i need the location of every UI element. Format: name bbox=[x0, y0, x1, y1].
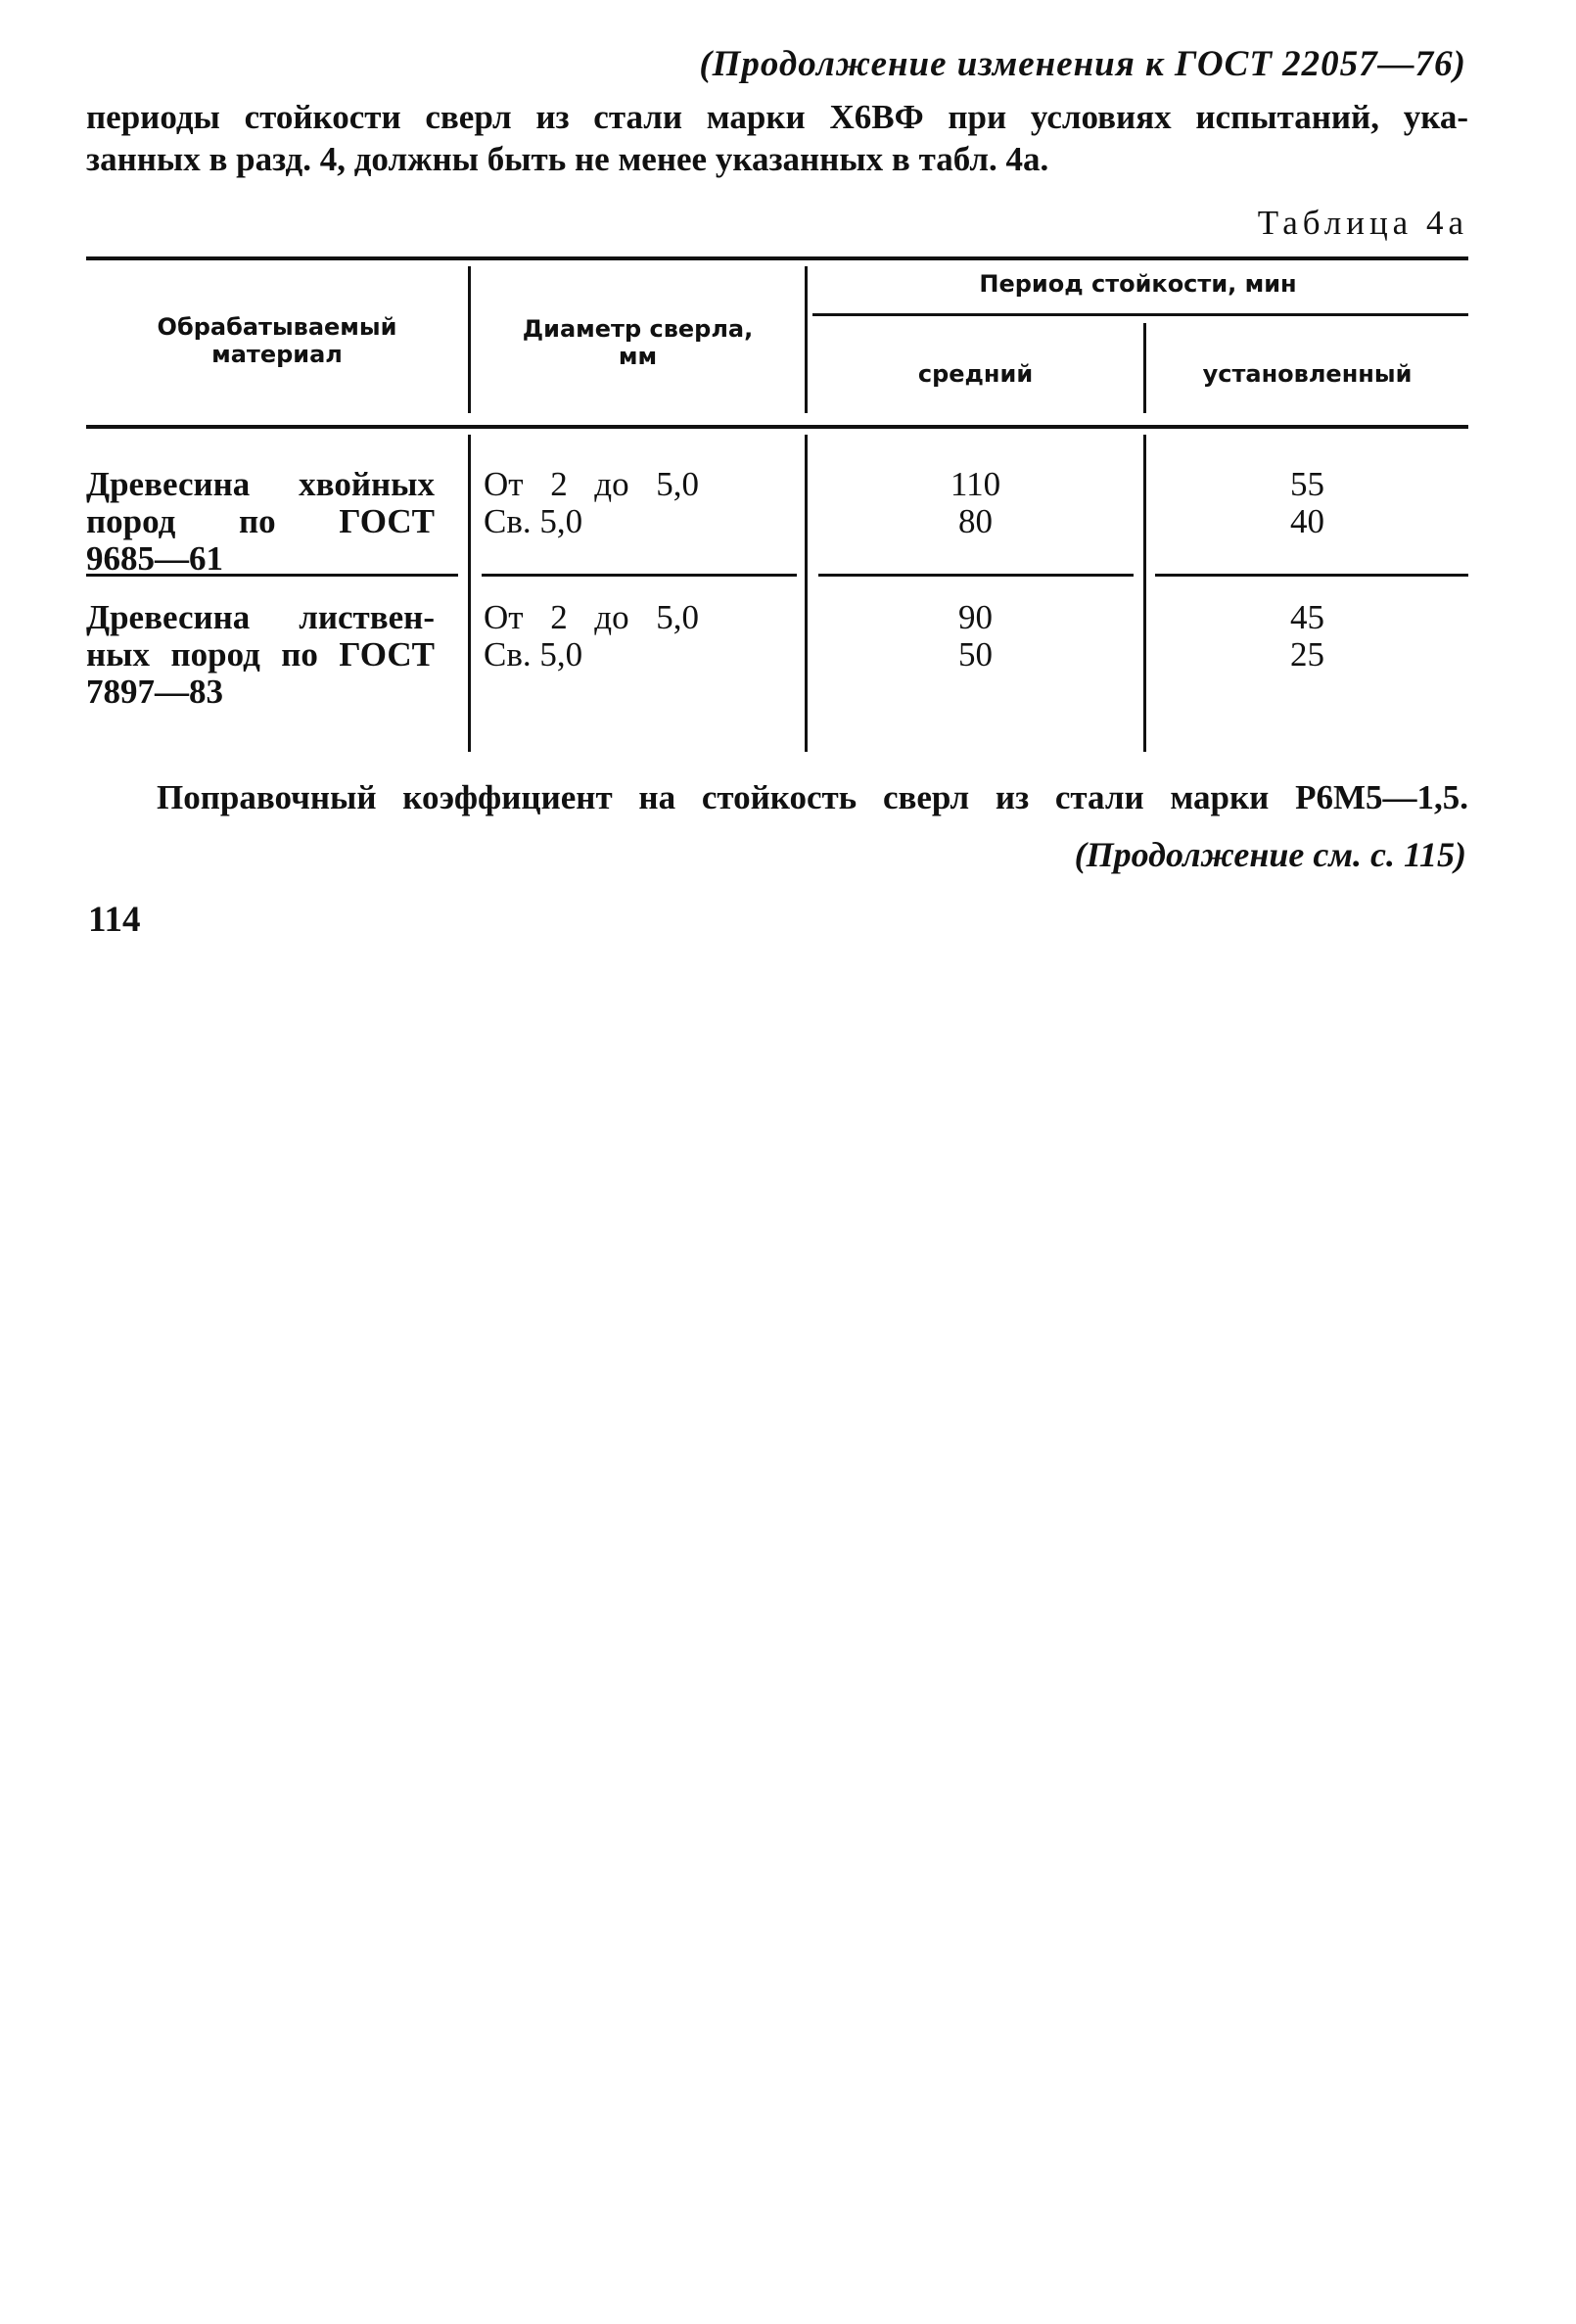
row-diameters: От 2 до 5,0 Св. 5,0 bbox=[484, 598, 699, 674]
row-separator bbox=[1155, 574, 1468, 577]
intro-paragraph bbox=[86, 96, 1468, 180]
row-diameters: От 2 до 5,0 Св. 5,0 bbox=[484, 465, 699, 540]
body-col-divider bbox=[468, 435, 471, 752]
row-material: Древесина листвен- ных пород по ГОСТ 7897—83 bbox=[86, 598, 435, 711]
page-number: 114 bbox=[88, 900, 141, 940]
row-established: 55 40 bbox=[1290, 465, 1324, 540]
row-average: 90 50 bbox=[958, 598, 993, 674]
header-bottom-rule bbox=[86, 425, 1468, 429]
table-title: Таблица 4а bbox=[1257, 204, 1468, 242]
continuation-header: (Продолжение изменения к ГОСТ 22057—76) bbox=[699, 44, 1466, 84]
footer-paragraph: Поправочный коэффициент на стойкость сверл из стали марки Р6М5—1,5. bbox=[157, 778, 1468, 816]
row-separator bbox=[818, 574, 1134, 577]
header-established: установленный bbox=[1202, 360, 1413, 388]
table-top-rule bbox=[86, 256, 1468, 260]
header-average: средний bbox=[917, 360, 1034, 388]
header-split-rule bbox=[812, 313, 1468, 316]
row-average: 110 80 bbox=[950, 465, 1001, 540]
row-established: 45 25 bbox=[1290, 598, 1324, 674]
header-material: Обрабатываемый материал bbox=[157, 313, 397, 368]
continuation-footer: (Продолжение см. с. 115) bbox=[1074, 835, 1466, 874]
intro-line: периоды стойкости сверл из стали марки Х6ВФ при условиях испытаний, ука- bbox=[86, 98, 1468, 136]
intro-line: занных в разд. 4, должны быть не менее указанных в табл. 4а. bbox=[86, 140, 1049, 178]
row-material: Древесина хвойных пород по ГОСТ 9685—61 bbox=[86, 465, 435, 578]
header-diameter: Диаметр сверла, мм bbox=[522, 315, 754, 370]
row-separator bbox=[482, 574, 797, 577]
header-period: Период стойкости, мин bbox=[979, 270, 1297, 298]
